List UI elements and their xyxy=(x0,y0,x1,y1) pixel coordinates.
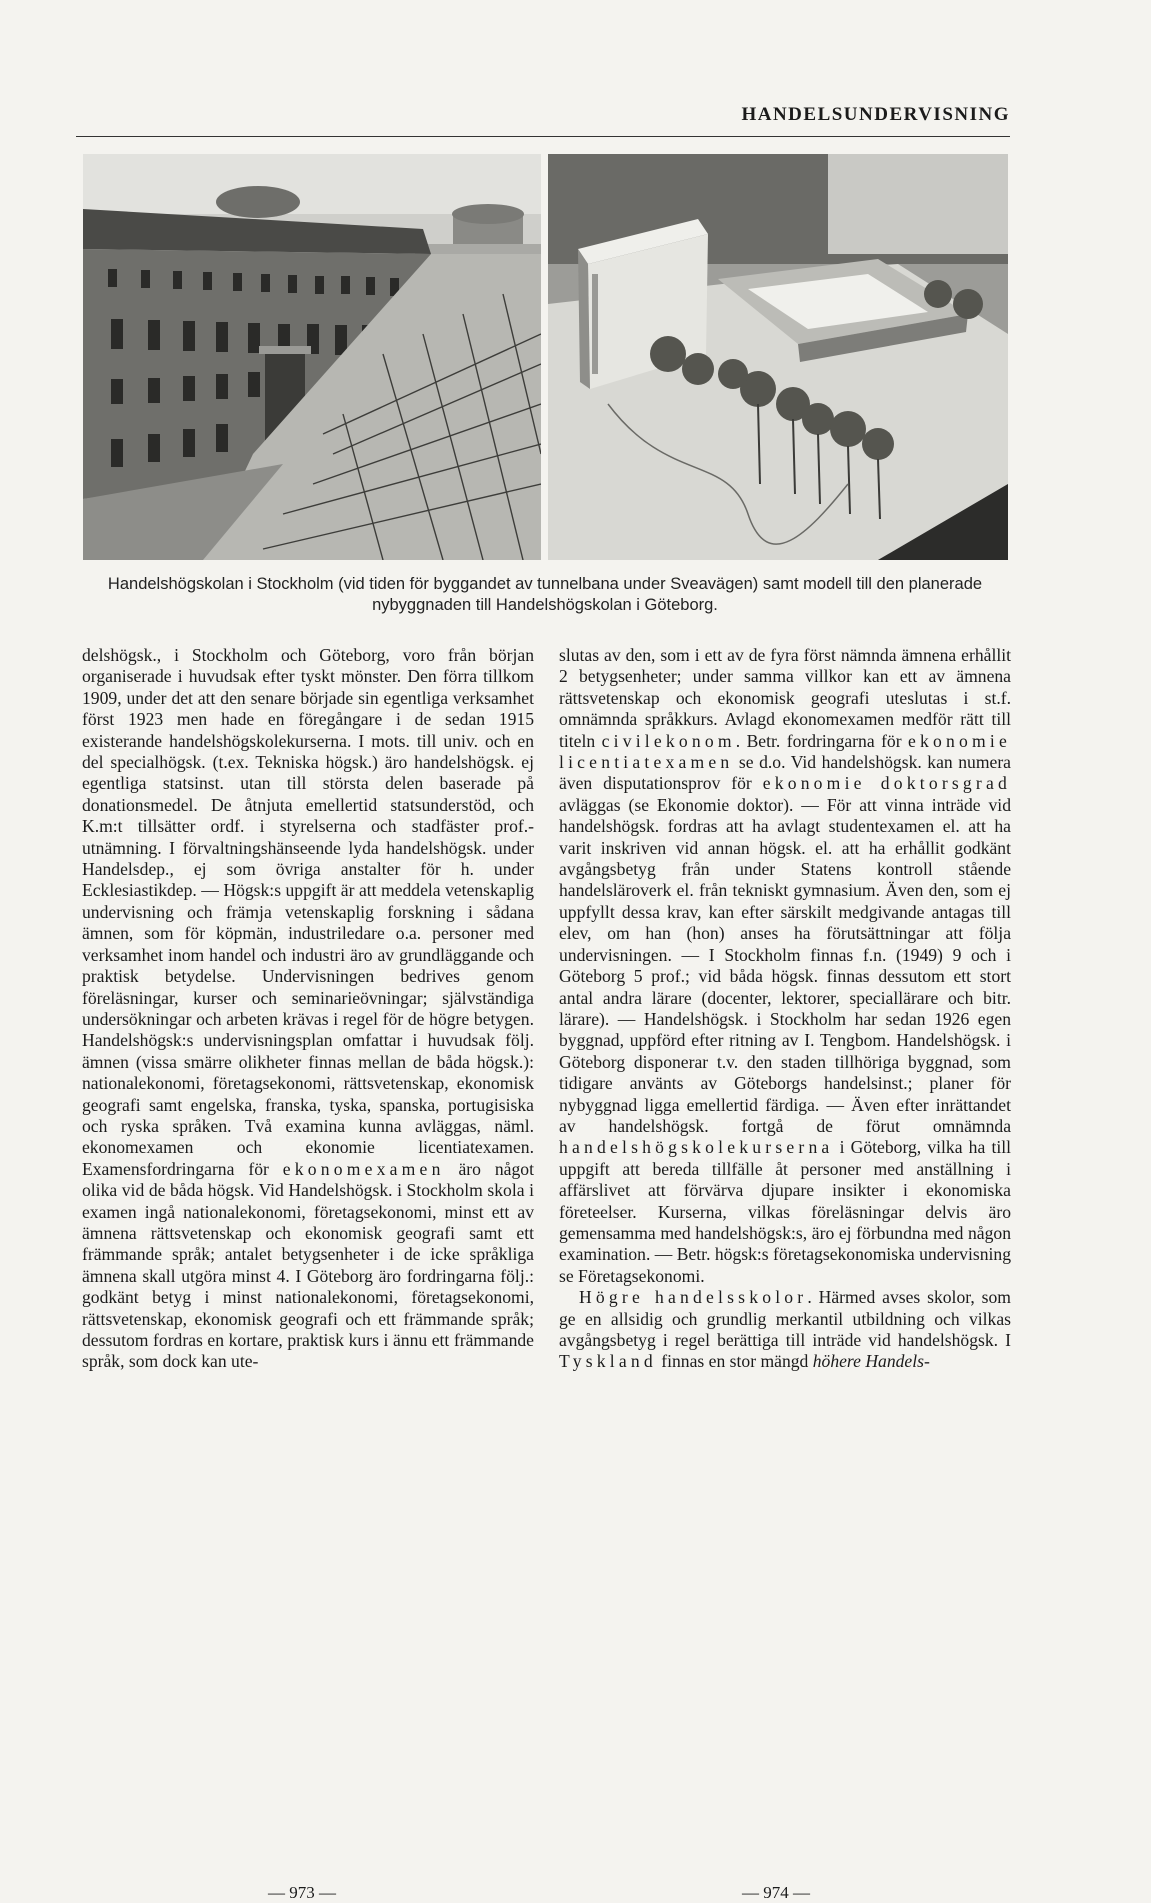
photo-goteborg-model xyxy=(548,154,1008,560)
left-text-part: delshögsk., i Stockholm och Göteborg, voro från början organiserade i huvudsak efter tyskt mönster. Den förra tillkom 1909, under det att den senare började sin egentliga verksamhet först 1923 men hade en föregångare i de sedan 1915 existerande handelshögskolekurserna. I mots. till univ. och en del specialhögsk. (t.ex. Tekniska högsk.) äro handelshögsk. ej egentliga statsinst. utan till största delen baserade på donationsmedel. De åtnjuta emellertid statsunderstöd, och K.m:t tillsätter ordf. i styrelserna och stadfäster prof.-utnämning. I förvaltningshänseende lyda handelshögsk. under Handelsdep., ej som övriga anstalter för h. under Ecklesiastikdep. — Högsk:s uppgift är att meddela vetenskaplig undervisning och främja vetenskaplig forskning i sådana ämnen, som för köpmän, industriledare o.a. personer med verksamhet inom handel och industri äro av grundläggande och praktisk betydelse. Undervisningen bedrives genom föreläsningar, kurser och seminarieövningar; självständiga undersökningar och arbeten krävas i regel för de högre betygen. Handelshögsk:s undervisningsplan omfattar i huvudsak följ. ämnen (vissa smärre olikheter finnas mellan de båda högsk.): nationalekonomi, företagsekonomi, rättsvetenskap, ekonomisk geografi samt engelska, franska, tyska, spanska, portugisiska och ryska språken. Två examina kunna avläggas, näml. ekonomexamen och ekonomie licentiatexamen. Examensfordringarna för xyxy=(82,645,534,1179)
left-column-paragraph xyxy=(82,645,534,1373)
page-number-right: — 974 — xyxy=(742,1883,810,1902)
right-italic-term: höhere Handels- xyxy=(812,1351,930,1372)
right-text-part: avläggas (se Ekonomie doktor). — För att vinna inträde vid handelshögsk. fordras att ha avlagt studentexamen el. att ha varit inskriven vid annan högsk. el. att ha erhållit godkänt avgångsbetyg från under Statens kontroll stående handelsläroverk el. från tekniskt gymnasium. Även den, som ej uppfyllt dessa krav, kan efter särskilt medgivande antagas till elev, om han (hon) anses ha förutsättningar att följa undervisningen. — I Stockholm finnas f.n. (1949) 9 och i Göteborg 5 prof.; vid båda högsk. finnas dessutom ett stort antal andra lärare (docenter, lektorer, speciallärare och bitr. lärare). — Handelshögsk. i Stockholm har sedan 1926 egen byggnad, uppförd efter ritning av I. Tengbom. Handelshögsk. i Göteborg disponerar t.v. den staden tillhöriga byggnad, som tidigare använts av Göteborgs handelsinst.; planer för nybyggnad ligga emellertid färdiga. — Även efter inrättandet av handelshögsk. fortgå de förut omnämnda xyxy=(559,794,1011,1136)
right-spaced-term: Högre handelsskolor xyxy=(579,1287,808,1308)
right-spaced-term: civilekonom xyxy=(601,730,736,751)
right-column-paragraph-2 xyxy=(559,1287,1011,1373)
right-column-paragraph-1 xyxy=(559,645,1011,1287)
right-spaced-term: Tyskland xyxy=(559,1351,657,1372)
right-text-part: . Betr. fordringarna för xyxy=(735,730,909,751)
right-text-part: . Härmed avses skolor, som ge en allsidig och grundlig merkantil utbildning och vilkas avgångsbetyg i regel berättiga till inträde vid handelshögsk. I xyxy=(559,1287,1011,1350)
right-text-part: i Göteborg, vilka ha till uppgift att bereda tillfälle åt personer med anställning i affärslivet att förvärva djupare insikter i ekonomiska företeelser. Kurserna, vilkas föreläsningar delvis äro gemensamma med handelshögsk:s, äro ej förbundna med någon examination. — Betr. högsk:s företagsekonomiska undervisning se Företagsekonomi. xyxy=(559,1137,1011,1286)
left-text-part: äro något olika vid de båda högsk. Vid Handelshögsk. i Stockholm skola i examen ingå nationalekonomi, företagsekonomi, minst ett av ämnena rättsvetenskap och ekonomisk geografi samt ett främmande språk; antalet betygsenheter i de icke språkliga ämnena skall utgöra minst 4. I Göteborg äro fordringarna följ.: godkänt betyg i minst nationalekonomi, företagsekonomi, rättsvetenskap, ekonomisk geografi och ett främmande språk; dessutom fordras en kortare, praktisk kurs i ännu ett främmande språk, som dock kan ute- xyxy=(82,1158,534,1372)
photo-stockholm-building xyxy=(83,154,541,560)
header-rule xyxy=(76,136,1010,137)
left-spaced-term: ekonomexamen xyxy=(282,1158,445,1179)
running-title: HANDELSUNDERVISNING xyxy=(741,104,1010,125)
right-text-part: se d.o. Vid handelshögsk. kan numera även disputationsprov för xyxy=(559,752,1011,794)
text-column-left xyxy=(82,645,534,1373)
text-column-right xyxy=(559,645,1011,1373)
page-number-left: — 973 — xyxy=(268,1883,336,1902)
right-spaced-term: handelshögskolekurserna xyxy=(559,1137,834,1158)
right-spaced-term: ekonomie doktorsgrad xyxy=(762,773,1011,794)
right-text-part: finnas en stor mängd xyxy=(656,1351,813,1372)
right-spaced-term: ekonomie licentiatexamen xyxy=(559,730,1011,773)
stockholm-building-image xyxy=(83,154,541,560)
figure-caption: Handelshögskolan i Stockholm (vid tiden för byggandet av tunnelbana under Sveavägen) samt modell till den planerade nybyggnaden till Handelshögskolan i Göteborg. xyxy=(107,575,983,614)
right-text-part: slutas av den, som i ett av de fyra först nämnda ämnena erhållit 2 betygsenheter; under samma villkor kan ett av ämnena rättsvetenskap och ekonomisk geografi uteslutas i st.f. omnämnda språkkurs. Avlagd ekonomexamen medför rätt till titeln xyxy=(559,645,1011,751)
goteborg-model-image xyxy=(548,154,1008,560)
